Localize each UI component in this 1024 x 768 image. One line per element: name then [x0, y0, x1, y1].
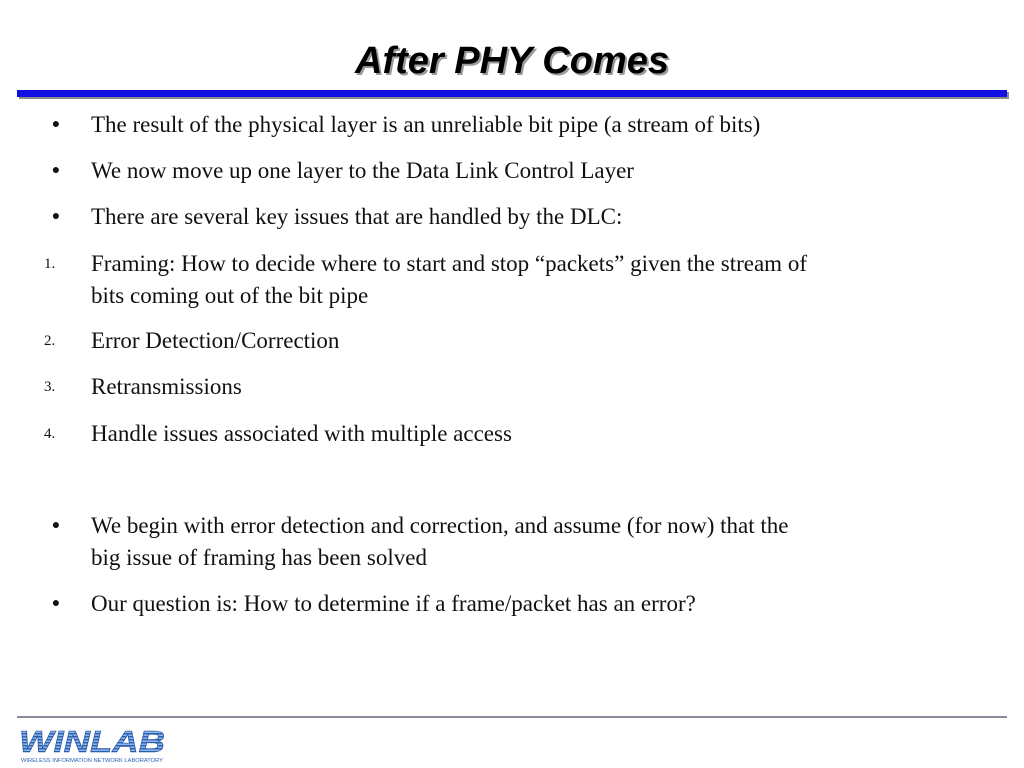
bullet-text-line-2: big issue of framing has been solved [91, 545, 427, 570]
slide-title: After PHY Comes [355, 40, 669, 82]
bullet-text: There are several key issues that are handled by the DLC: [91, 204, 623, 229]
bullet-marker: ● [51, 117, 61, 132]
numbered-text: Handle issues associated with multiple access [91, 421, 512, 446]
number-marker: 4. [44, 426, 56, 442]
number-marker: 3. [44, 379, 56, 395]
numbered-text: Error Detection/Correction [91, 328, 340, 353]
logo-wordmark: WINLAB [19, 724, 165, 759]
bullet-text: We now move up one layer to the Data Link Control Layer [91, 158, 634, 183]
footer-divider [17, 716, 1007, 718]
title-divider [17, 90, 1007, 97]
bullet-text: The result of the physical layer is an unreliable bit pipe (a stream of bits) [91, 112, 761, 137]
bullet-text: Our question is: How to determine if a frame/packet has an error? [91, 591, 696, 616]
logo-tagline: WIRELESS INFORMATION NETWORK LABORATORY [21, 758, 164, 764]
number-marker: 2. [44, 333, 56, 349]
numbered-text-line-2: bits coming out of the bit pipe [91, 283, 369, 308]
numbered-text: Retransmissions [91, 374, 242, 399]
bullet-marker: ● [51, 209, 61, 224]
bullet-marker: ● [51, 518, 61, 533]
numbered-text-line-1: Framing: How to decide where to start and stop “packets” given the stream of [91, 251, 807, 276]
bullet-marker: ● [51, 163, 61, 178]
number-marker: 1. [44, 256, 56, 272]
bullet-text-line-1: We begin with error detection and correction, and assume (for now) that the [91, 513, 789, 538]
bullet-marker: ● [51, 596, 61, 611]
winlab-logo [17, 724, 167, 764]
